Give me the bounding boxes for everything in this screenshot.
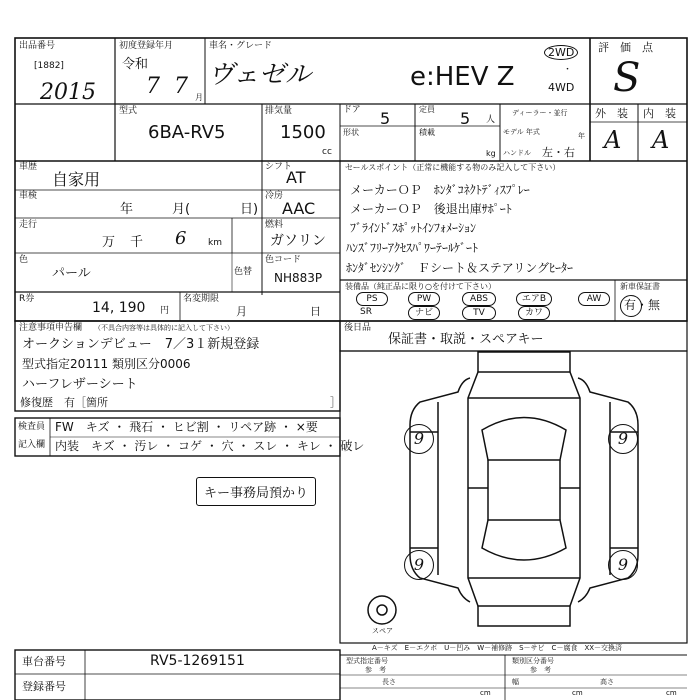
- capacity-value: 5: [460, 109, 471, 128]
- lot-label: 出品番号: [19, 41, 56, 51]
- inspection-label: 車検: [19, 191, 38, 201]
- height-unit: cm: [666, 689, 677, 697]
- load-unit: kg: [486, 149, 496, 158]
- model-year-label: モデル 年式: [503, 128, 540, 136]
- equip-tv: TV: [462, 306, 496, 320]
- equip-ps: PS: [356, 292, 388, 306]
- equip-navi: ナビ: [408, 306, 440, 320]
- mileage-label: 走行: [19, 220, 38, 230]
- era: 令和: [122, 57, 149, 72]
- drive-dot: ・: [563, 65, 573, 75]
- recycle-label: R券: [19, 294, 35, 304]
- reg-number-label: 登録番号: [22, 680, 66, 693]
- sales-point-2: メーカーＯＰ 後退出庫ｻﾎﾟｰﾄ: [350, 202, 512, 216]
- notes-line-3: ハーフレザーシート: [22, 377, 138, 392]
- color-label: 色: [19, 255, 29, 265]
- drive-2wd-circled: 2WD: [544, 45, 578, 60]
- recycle-value: 14, 190: [92, 300, 146, 316]
- notes-sub: （不具合内容等は具体的に記入して下さい）: [94, 324, 234, 332]
- equip-aw: AW: [578, 292, 610, 306]
- shape-label: 形状: [343, 128, 359, 137]
- handle-value: 左・右: [542, 146, 575, 159]
- fuel-label: 燃料: [265, 220, 284, 230]
- color-code-value: NH883P: [274, 271, 323, 285]
- exterior-value: A: [604, 126, 622, 154]
- inspector-label-2: 記入欄: [18, 440, 46, 450]
- equip-abs: ABS: [462, 292, 496, 306]
- damage-mark-front-left: 9: [404, 424, 434, 454]
- dealer-label: ディーラー・並行: [512, 109, 568, 117]
- handle-label: ハンドル: [503, 149, 531, 157]
- color-code-label: 色コード: [265, 255, 302, 265]
- insp-day: 日): [240, 202, 259, 217]
- first-reg-label: 初度登録年月: [119, 41, 174, 51]
- length-unit: cm: [480, 689, 491, 697]
- year-unit: 年: [578, 132, 585, 140]
- notes-line-2: 型式指定20111 類別区分0006: [22, 357, 191, 371]
- notes-label: 注意事項申告欄: [19, 323, 83, 333]
- color-interior-label: 色替: [234, 267, 253, 277]
- name-change-label: 名変期限: [183, 294, 220, 304]
- accessories-label: 後日品: [344, 323, 372, 333]
- doors-label: ドア: [343, 105, 361, 115]
- equip-sr: SR: [360, 307, 372, 317]
- key-stamp: キー事務局預かり: [196, 477, 316, 506]
- length-label: 長さ: [382, 678, 396, 686]
- insp-year: 年: [120, 202, 134, 217]
- fuel-value: ガソリン: [270, 233, 326, 249]
- warranty-value: 有・無: [624, 298, 661, 312]
- type-spec-ref: 参 考: [365, 666, 386, 674]
- reg-month: 7: [174, 74, 188, 99]
- mileage-unit: km: [208, 238, 222, 248]
- mileage-value: 6: [175, 228, 187, 249]
- reg-year: 7: [146, 74, 160, 99]
- exterior-label: 外 装: [595, 107, 628, 120]
- month-unit: 月: [195, 93, 203, 102]
- load-label: 積載: [419, 128, 435, 137]
- type-spec-label: 型式指定番号: [346, 657, 388, 665]
- doors-value: 5: [380, 109, 391, 128]
- type-value: 6BA-RV5: [148, 122, 226, 143]
- repair-bracket-end: ］: [330, 396, 341, 409]
- width-label: 幅: [512, 678, 519, 686]
- damage-mark-rear-left: 9: [404, 550, 434, 580]
- equip-airbag: エアB: [516, 292, 552, 306]
- shift-value: AT: [286, 168, 306, 187]
- sales-point-3: ﾌﾞﾗｲﾝﾄﾞｽﾎﾟｯﾄｲﾝﾌｫﾒｰｼｮﾝ: [350, 221, 477, 235]
- score-label: 評 価 点: [598, 41, 653, 54]
- name-change-day: 日: [310, 305, 321, 318]
- spare-label: スペア: [372, 627, 393, 635]
- repair-history: 修復歴 有［箇所: [20, 396, 108, 409]
- equipment-label: 装備品（純正品に限り○を付けて下さい）: [345, 282, 496, 291]
- damage-mark-front-right: 9: [608, 424, 638, 454]
- history-value: 自家用: [52, 170, 101, 189]
- width-unit: cm: [572, 689, 583, 697]
- insp-month: 月(: [172, 202, 191, 217]
- name-change-month: 月: [236, 305, 247, 318]
- damage-legend: A－キズ E－エクボ U－凹み W－補修跡 S－サビ C－腐食 XX－交換済: [372, 644, 623, 652]
- ac-value: AAC: [282, 199, 316, 218]
- disp-label: 排気量: [265, 106, 293, 116]
- type-label: 型式: [119, 106, 138, 116]
- capacity-label: 定員: [419, 105, 435, 114]
- disp-value: 1500: [280, 122, 326, 143]
- shift-label: シフト: [265, 162, 293, 172]
- notes-line-1: オークションデビュー 7／3１新規登録: [22, 337, 260, 352]
- damage-mark-rear-right: 9: [608, 550, 638, 580]
- model-grade-label: 車名・グレード: [209, 41, 273, 51]
- mileage-sen: 千: [130, 235, 144, 250]
- interior-value: A: [652, 126, 670, 154]
- score-value: S: [613, 55, 641, 101]
- mileage-man: 万: [102, 235, 116, 250]
- grade: e:HEV Z: [410, 62, 515, 92]
- ac-label: 冷房: [265, 191, 284, 201]
- drive-4wd: 4WD: [548, 81, 575, 94]
- model-name: ヴェゼル: [208, 60, 311, 90]
- height-label: 高さ: [600, 678, 614, 686]
- sales-points-label: セールスポイント（正常に機能する物のみ記入して下さい）: [345, 163, 561, 172]
- sales-point-4: ﾊﾝｽﾞﾌﾘｰｱｸｾｽﾊﾟﾜｰﾃｰﾙｹﾞｰﾄ: [346, 241, 479, 255]
- class-label: 類別区分番号: [512, 657, 554, 665]
- warranty-label: 新車保証書: [620, 282, 660, 291]
- chassis-value: RV5-1269151: [150, 653, 245, 669]
- inspector-row-2: 内装 キズ ・ 汚レ ・ コゲ ・ 穴 ・ スレ ・ キレ ・ 破レ: [55, 439, 365, 453]
- inspector-row-1: FW キズ ・ 飛石 ・ ヒビ割 ・ リペア跡 ・ ×要: [55, 420, 318, 434]
- inspector-label-1: 検査員: [18, 422, 46, 432]
- sales-point-1: メーカーＯＰ ﾎﾝﾀﾞｺﾈｸﾄﾃﾞｨｽﾌﾟﾚｰ: [350, 183, 530, 197]
- disp-unit: cc: [322, 147, 332, 157]
- accessories-value: 保証書・取説・スペアキー: [388, 332, 544, 347]
- color-value: パール: [52, 266, 91, 281]
- lot-number: 2015: [40, 80, 96, 105]
- interior-label: 内 装: [643, 107, 676, 120]
- lot-sub: [1882]: [34, 61, 64, 71]
- capacity-unit: 人: [486, 115, 496, 125]
- equip-pw: PW: [408, 292, 440, 306]
- chassis-label: 車台番号: [22, 655, 66, 668]
- equip-leather: カワ: [518, 306, 550, 320]
- history-label: 車歴: [19, 162, 38, 172]
- class-ref: 参 考: [530, 666, 551, 674]
- sales-point-5: ﾎﾝﾀﾞｾﾝｼﾝｸﾞ Ｆシート＆ステアリングﾋｰﾀｰ: [346, 261, 574, 275]
- recycle-unit: 円: [160, 306, 170, 316]
